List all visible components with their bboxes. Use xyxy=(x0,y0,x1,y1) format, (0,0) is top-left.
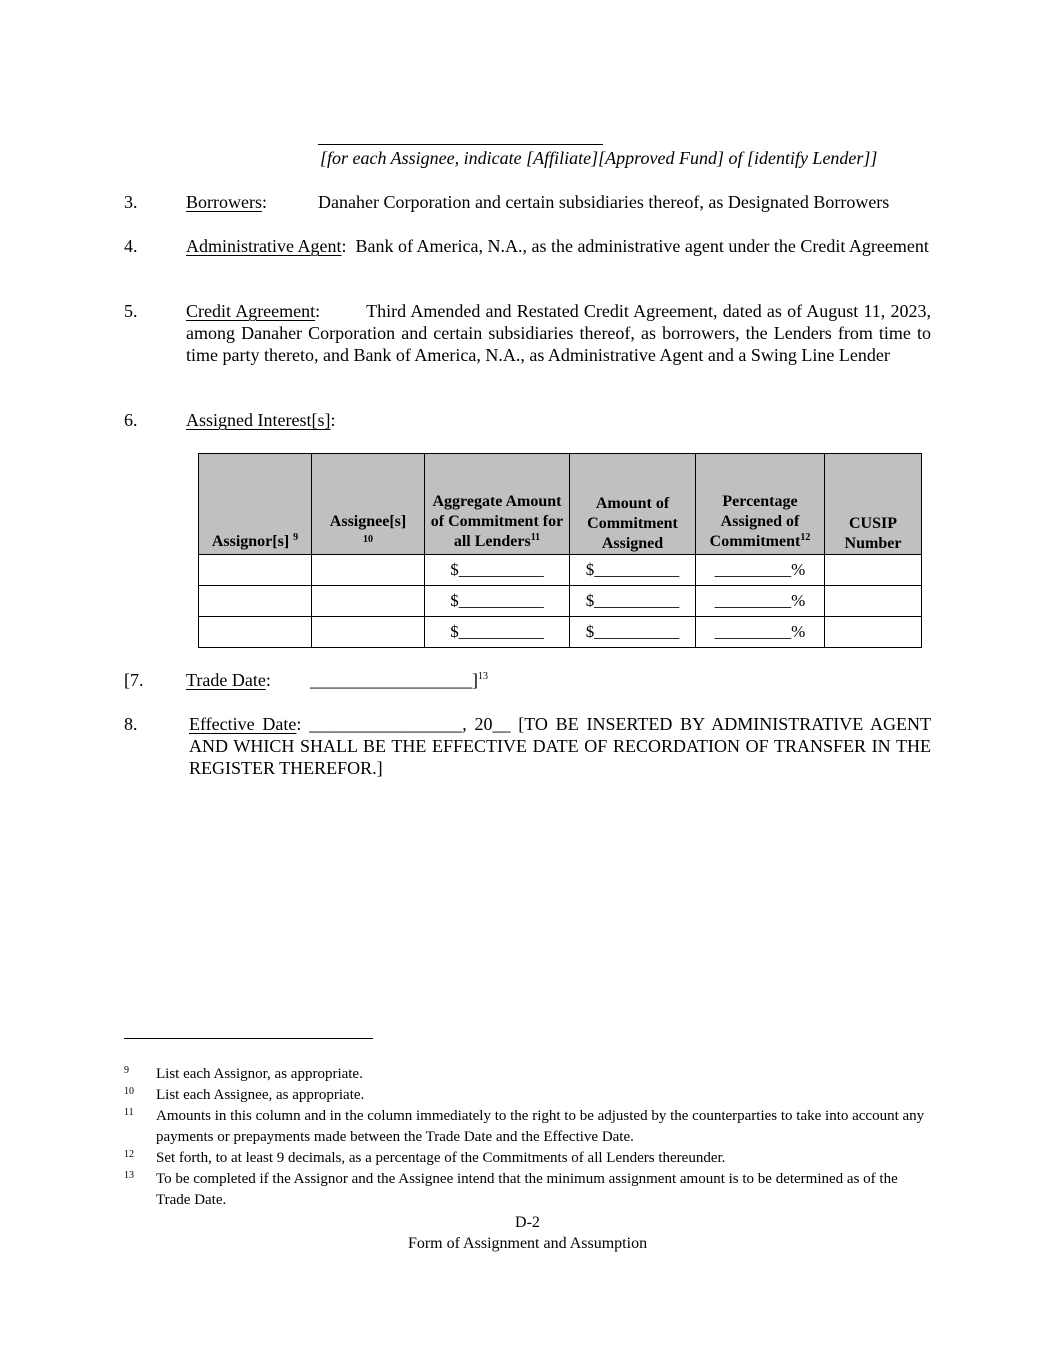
assigned-interests-heading xyxy=(186,409,335,431)
borrowers-label: Borrowers xyxy=(186,192,262,212)
footnote-text: List each Assignor, as appropriate. xyxy=(156,1066,363,1082)
header-aggregate-amount xyxy=(425,454,570,555)
table-row xyxy=(199,617,922,648)
footnote-number: 11 xyxy=(124,1107,134,1118)
credit-agreement-colon: : xyxy=(315,301,321,321)
credit-agreement-text: Third Amended and Restated Credit Agreement, dated as of August 11, 2023, among Danaher Corporation and certain subsidiaries thereof, as borrowers, the Lenders from time to time party thereto, and Bank of America, N.A., as Administrative Agent and a Swing Line Lender xyxy=(186,301,931,365)
footnote-ref: 12 xyxy=(800,532,811,543)
table-cell xyxy=(199,617,312,648)
trade-date-label: Trade Date xyxy=(186,670,266,690)
header-amount-assigned xyxy=(570,454,696,555)
form-title: Form of Assignment and Assumption xyxy=(407,1235,648,1252)
table-cell xyxy=(312,586,425,617)
table-row xyxy=(199,586,922,617)
signature-line xyxy=(318,144,603,145)
assigned-interests-label: Assigned Interest[s] xyxy=(186,410,331,430)
trade-date-blank: __________________ xyxy=(310,670,472,690)
footnote-ref: 11 xyxy=(530,532,541,543)
table-cell xyxy=(199,555,312,586)
footnote-text: To be completed if the Assignor and the Assignee intend that the minimum assignment amount is to be determined as of the Trade Date. xyxy=(156,1171,898,1208)
admin-agent-paragraph xyxy=(186,235,931,257)
item-number-5: 5. xyxy=(124,301,138,321)
table-cell xyxy=(199,586,312,617)
table-cell: $__________ xyxy=(425,555,570,586)
admin-agent-text: Bank of America, N.A., as the administrative agent under the Credit Agreement xyxy=(355,236,929,256)
footnote-number: 12 xyxy=(124,1149,134,1160)
footnote-11 xyxy=(124,1106,934,1148)
table-cell xyxy=(825,555,922,586)
table-cell xyxy=(312,555,425,586)
header-text: Assignee[s] xyxy=(329,513,407,530)
item-number-6: 6. xyxy=(124,410,138,430)
assigned-interests-colon: : xyxy=(330,410,336,430)
table-cell: _________% xyxy=(696,555,825,586)
footnote-12 xyxy=(124,1148,934,1169)
header-cusip xyxy=(825,454,922,555)
borrowers-colon: : xyxy=(261,192,267,212)
table-cell xyxy=(825,617,922,648)
item-number-4: 4. xyxy=(124,236,138,256)
footnote-ref: 9 xyxy=(293,532,299,543)
admin-agent-colon: : xyxy=(341,236,347,256)
header-text: Percentage Assigned of Commitment xyxy=(709,493,801,550)
effective-date-colon: : xyxy=(296,714,302,734)
trade-date-label-wrap xyxy=(186,669,271,691)
footnote-text: List each Assignee, as appropriate. xyxy=(156,1087,365,1103)
table-cell xyxy=(312,617,425,648)
footnote-separator xyxy=(124,1038,373,1039)
footnote-number: 10 xyxy=(124,1086,134,1097)
effective-date-label: Effective Date xyxy=(189,714,297,734)
footnote-ref: 10 xyxy=(363,534,373,545)
assigned-interests-table xyxy=(198,453,922,648)
footnote-10 xyxy=(124,1085,934,1106)
page-number: D-2 xyxy=(515,1214,540,1231)
header-assignor xyxy=(199,454,312,555)
effective-date-blank: _________________, 20__ xyxy=(309,714,511,734)
footnote-13 xyxy=(124,1169,934,1211)
admin-agent-label: Administrative Agent xyxy=(186,236,342,256)
footnote-text: Set forth, to at least 9 decimals, as a percentage of the Commitments of all Lenders thereunder. xyxy=(156,1150,726,1166)
table-cell: $__________ xyxy=(425,586,570,617)
footnote-text: Amounts in this column and in the column immediately to the right to be adjusted by the counterparties to take into account any payments or prepayments made between the Trade Date and the Effective Date. xyxy=(156,1108,925,1145)
trade-date-bracket: ] xyxy=(472,670,478,690)
table-header-row xyxy=(199,454,922,555)
table-cell: _________% xyxy=(696,617,825,648)
trade-date-colon: : xyxy=(265,670,271,690)
item-number-3: 3. xyxy=(124,192,138,212)
credit-agreement-label: Credit Agreement xyxy=(186,301,316,321)
item-number-7: [7. xyxy=(124,670,144,690)
table-cell xyxy=(825,586,922,617)
footnotes xyxy=(124,1064,934,1211)
table-row xyxy=(199,555,922,586)
borrowers-label-wrap xyxy=(186,191,267,213)
header-text: Assignor[s] xyxy=(211,533,290,550)
header-text: CUSIP Number xyxy=(844,515,902,552)
table-cell: $__________ xyxy=(425,617,570,648)
table-cell: $__________ xyxy=(570,586,696,617)
footnote-9 xyxy=(124,1064,934,1085)
table-cell: $__________ xyxy=(570,555,696,586)
item-number-8: 8. xyxy=(124,714,138,734)
footnote-ref: 13 xyxy=(478,671,488,682)
table-cell: $__________ xyxy=(570,617,696,648)
effective-date-paragraph xyxy=(189,713,931,779)
assignee-note: [for each Assignee, indicate [Affiliate][Approved Fund] of [identify Lender]] xyxy=(320,148,878,168)
header-text: Aggregate Amount of Commitment for all Lenders xyxy=(430,493,564,550)
table-cell: _________% xyxy=(696,586,825,617)
header-text: Amount of Commitment Assigned xyxy=(587,495,678,552)
header-assignee xyxy=(312,454,425,555)
trade-date-field xyxy=(310,669,488,691)
credit-agreement-paragraph xyxy=(186,300,931,366)
effective-date-text: [TO BE INSERTED BY ADMINISTRATIVE AGENT AND WHICH SHALL BE THE EFFECTIVE DATE OF RECORDATION OF TRANSFER IN THE REGISTER THEREFOR.] xyxy=(189,714,932,778)
footnote-number: 9 xyxy=(124,1065,129,1076)
header-percentage-assigned xyxy=(696,454,825,555)
borrowers-text: Danaher Corporation and certain subsidiaries thereof, as Designated Borrowers xyxy=(318,192,890,212)
footnote-number: 13 xyxy=(124,1170,134,1181)
